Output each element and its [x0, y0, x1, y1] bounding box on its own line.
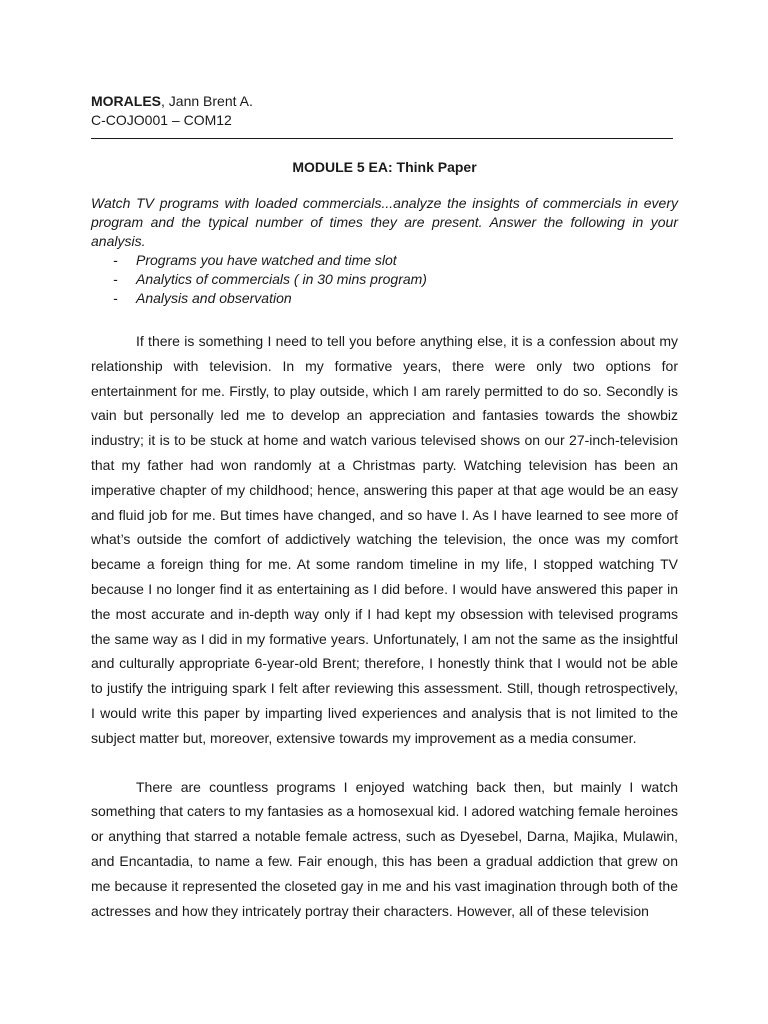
- header-divider: [91, 138, 673, 139]
- author-given-names: , Jann Brent A.: [161, 93, 253, 109]
- course-code: C-COJO001 – COM12: [91, 112, 232, 128]
- prompt-bullet-list: [91, 251, 678, 308]
- prompt-bullet: - Analysis and observation: [113, 290, 292, 306]
- assignment-prompt: Watch TV programs with loaded commercials...analyze the insights of commercials in every program and the typical number of times they are present. Answer the following in your analysis.: [91, 195, 678, 249]
- document-page: [91, 92, 678, 923]
- body-paragraph: If there is something I need to tell you before anything else, it is a confession about my relationship with television. In my formative years, there were only two options for entertainment for me. Firstly, to play outside, which I am rarely permitted to do so. Secondly is vain but personally led me to develop an appreciation and fantasies towards the showbiz industry; it is to be stuck at home and watch various televised shows on our 27-inch-television that my father had won randomly at a Christmas party. Watching television has been an imperative chapter of my childhood; hence, answering this paper at that age would be an easy and fluid job for me. But times have changed, and so have I. As I have learned to see more of what’s outside the comfort of addictively watching the television, the once was my comfort became a foreign thing for me. At some random timeline in my life, I stopped watching TV because I no longer find it as entertaining as I did before. I would have answered this paper in the most accurate and in-depth way only if I had kept my obsession with televised programs the same way as I did in my formative years. Unfortunately, I am not the same as the insightful and culturally appropriate 6-year-old Brent; therefore, I honestly think that I would not be able to justify the intriguing spark I felt after reviewing this assessment. Still, though retrospectively, I would write this paper by imparting lived experiences and analysis that is not limited to the subject matter but, moreover, extensive towards my improvement as a media consumer.: [91, 333, 678, 746]
- author-surname: MORALES: [91, 93, 161, 109]
- prompt-bullet: - Programs you have watched and time slot: [113, 252, 397, 268]
- paper-title: MODULE 5 EA: Think Paper: [292, 159, 477, 175]
- body-paragraph: There are countless programs I enjoyed watching back then, but mainly I watch something that caters to my fantasies as a homosexual kid. I adored watching female heroines or anything that starred a notable female actress, such as Dyesebel, Darna, Majika, Mulawin, and Encantadia, to name a few. Fair enough, this has been a gradual addiction that grew on me because it represented the closeted gay in me and his vast imagination through both of the actresses and how they intricately portray their characters. However, all of these television: [91, 778, 678, 919]
- author-name-line: [91, 92, 678, 111]
- prompt-bullet: - Analytics of commercials ( in 30 mins program): [113, 271, 427, 287]
